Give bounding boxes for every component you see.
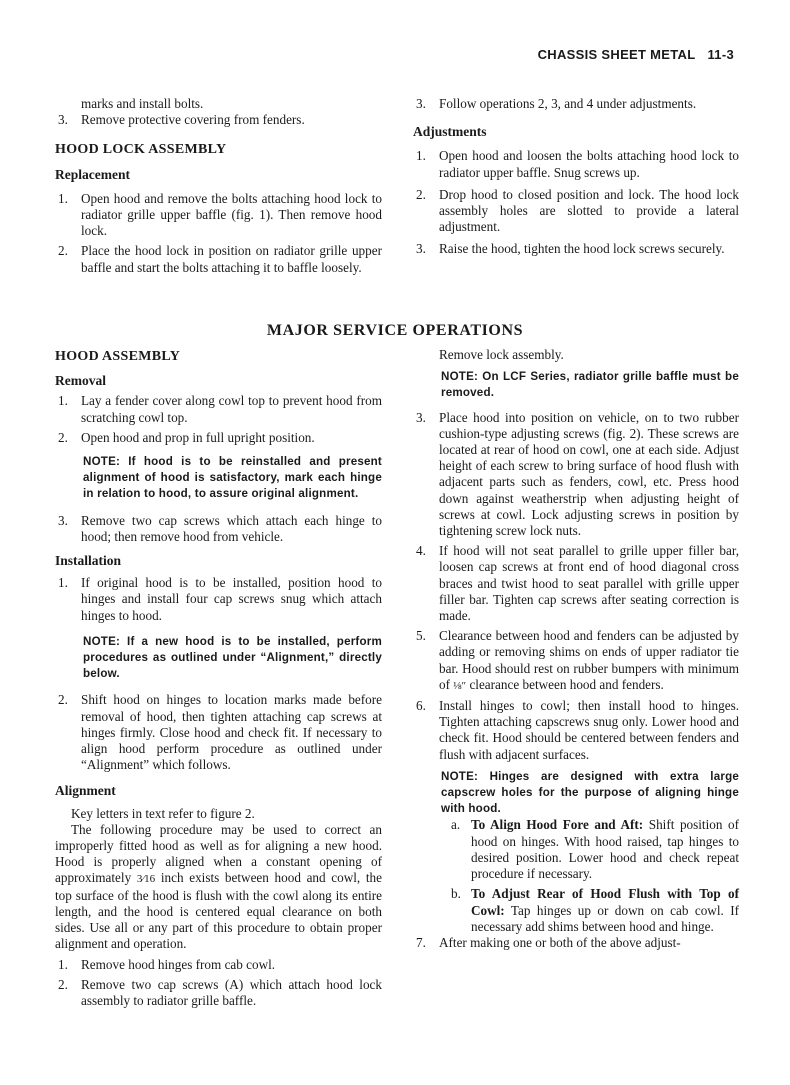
- fraction: 3⁄16: [136, 873, 156, 886]
- installation-note: NOTE: If a new hood is to be installed, perform procedures as outlined under “Alignment,” directly below.: [83, 634, 382, 681]
- step-number: 1.: [58, 575, 68, 591]
- alignment-step-7: [413, 935, 739, 951]
- chapter-title: CHASSIS SHEET METAL: [537, 47, 696, 62]
- top-left-column: [55, 96, 382, 276]
- step-number: 3.: [416, 96, 426, 111]
- removal-heading: Removal: [55, 373, 106, 389]
- step-3: [413, 96, 739, 112]
- adjustment-step-2: [413, 187, 739, 236]
- alignment-heading: Alignment: [55, 783, 116, 799]
- adjustment-step-1: [413, 148, 739, 180]
- installation-step-2: [55, 692, 382, 773]
- text-run: inch exists between hood and cowl, the top surface of the hood is flush with the cowl along its entire length, and the hood is centered equal clearance on both sides. Use all or any part of this procedure to obtain proper alignment and operation.: [55, 870, 382, 952]
- step-number: 5.: [416, 628, 426, 644]
- replacement-heading: Replacement: [55, 166, 130, 182]
- step-text: Drop hood to closed position and lock. The hood lock assembly holes are slotted to provide a lateral adjustment.: [439, 186, 739, 235]
- removal-step-1: [55, 393, 382, 425]
- adjustments-heading: Adjustments: [413, 124, 487, 140]
- step-text: Follow operations 2, 3, and 4 under adjustments.: [439, 96, 697, 111]
- removal-note: NOTE: If hood is to be reinstalled and present alignment of hood is satisfactory, mark each hinge in relation to hood, to assure original alignment.: [83, 455, 382, 501]
- top-right-column: [413, 96, 739, 258]
- hood-assembly-heading: HOOD ASSEMBLY: [55, 349, 181, 364]
- substep-text: Shift position of hood on hinges. With hood raised, tap hinges to desired position. Lower hood and check repeat procedure if necessary.: [471, 817, 739, 882]
- installation-heading: Installation: [55, 553, 122, 569]
- step-text: Place hood into position on vehicle, on to two rubber cushion-type adjusting screws (fig. 2). These screws are located at rear of hood on cowl, one at each side. Adjust height of each screw to bring surface of hood flush with adjacent parts such as fenders, cowl, etc. Press hood down against weatherstrip when adjusting height of screws at cowl. Lock adjusting screws in position by tightening screw lock nuts.: [439, 409, 739, 539]
- step-text: Remove lock assembly.: [439, 347, 564, 362]
- step-number: 3.: [416, 409, 426, 425]
- alignment-step-3: [413, 410, 739, 540]
- removal-step-3: [55, 513, 382, 545]
- lower-right-column: [413, 347, 739, 951]
- alignment-description: [55, 822, 382, 953]
- lcf-note: NOTE: On LCF Series, radiator grille baffle must be removed.: [441, 370, 739, 400]
- replacement-step-1: [55, 191, 382, 240]
- major-service-heading: MAJOR SERVICE OPERATIONS: [266, 322, 524, 339]
- step-number: 1.: [58, 956, 68, 972]
- continued-step: [413, 347, 739, 363]
- hinges-note: NOTE: Hinges are designed with extra large capscrew holes for the purpose of aligning hinge with hood.: [441, 769, 739, 816]
- alignment-step-5: [413, 628, 739, 694]
- step-text: Remove protective covering from fenders.: [81, 112, 305, 128]
- installation-step-1: [55, 575, 382, 624]
- step-number: 3.: [416, 241, 426, 257]
- step-text: marks and install bolts.: [81, 96, 204, 111]
- substep-title: To Align Hood Fore and Aft:: [471, 817, 644, 833]
- substep-text: Tap hinges up or down on cab cowl. If necessary add shims between hood and hinge.: [471, 902, 739, 934]
- step-number: 2.: [58, 692, 68, 708]
- alignment-step-6: [413, 698, 739, 763]
- step-number: 7.: [416, 934, 426, 950]
- step-text: Clearance between hood and fenders can be adjusted by adding or removing shims on ends of upper radiator tie bar. Hood should rest on rubber bumpers with minimum of: [439, 628, 739, 692]
- substep-letter: b.: [451, 886, 461, 902]
- step-text: Place the hood lock in position on radiator grille upper baffle and start the bolts attaching it to baffle loosely.: [81, 243, 382, 275]
- step-text: If original hood is to be installed, position hood to hinges and install four cap screws snug which attach hinges to hood.: [81, 575, 382, 623]
- step-number: 2.: [58, 976, 68, 992]
- step-text: Open hood and remove the bolts attaching hood lock to radiator grille upper baffle (fig. 1). Then remove hood lock.: [81, 190, 382, 239]
- step-3: [55, 112, 382, 128]
- step-number: 1.: [416, 148, 426, 164]
- step-text: Remove hood hinges from cab cowl.: [81, 956, 276, 972]
- alignment-intro: Key letters in text refer to figure 2.: [71, 805, 255, 821]
- removal-step-2: [55, 430, 382, 446]
- step-text: Install hinges to cowl; then install hood to hinges. Tighten attaching capscrews snug only. Lower hood and check fit. Hood should be centered between fenders and flush with adjacent surfaces.: [439, 698, 739, 762]
- step-text: clearance between hood and fenders.: [466, 676, 664, 692]
- step-text: After making one or both of the above adjust-: [439, 934, 681, 950]
- step-number: 1.: [58, 190, 68, 206]
- text-run: The following procedure may be used to correct an improperly fitted hood as well as for aligning a new hood. Hood is properly aligned when a constant opening of approximately: [55, 821, 382, 886]
- step-number: 2.: [416, 186, 426, 202]
- hood-lock-heading: HOOD LOCK ASSEMBLY: [55, 142, 227, 158]
- step-number: 2.: [58, 429, 68, 445]
- step-number: 3.: [58, 512, 68, 528]
- lower-left-column: [55, 349, 382, 1009]
- step-number: 2.: [58, 243, 68, 259]
- substep-b: [413, 886, 739, 935]
- substep-title: To Adjust Rear of Hood Flush with Top of Cowl:: [471, 886, 739, 918]
- step-text: Open hood and prop in full upright position.: [81, 429, 315, 445]
- page-header: [538, 47, 734, 62]
- alignment-step-1: [55, 957, 382, 973]
- step-text: If hood will not seat parallel to grille upper filler bar, loosen cap screws at front end of hood diagonal cross braces and twist hood to seat parallel with grille upper filler bar. Tighten cap screws after seating correction is made.: [439, 543, 739, 624]
- alignment-step-4: [413, 543, 739, 624]
- step-number: 4.: [416, 543, 426, 559]
- step-text: Lay a fender cover along cowl top to prevent hood from scratching cowl top.: [81, 393, 382, 425]
- step-number: 6.: [416, 698, 426, 714]
- step-number: 1.: [58, 393, 68, 409]
- step-text: Open hood and loosen the bolts attaching hood lock to radiator upper baffle. Snug screws up.: [439, 148, 739, 180]
- step-text: Remove two cap screws which attach each hinge to hood; then remove hood from vehicle.: [81, 512, 382, 544]
- substep-letter: a.: [451, 817, 461, 833]
- step-text: Raise the hood, tighten the hood lock screws securely.: [439, 241, 725, 257]
- fraction: ⅛″: [453, 679, 467, 692]
- page-number: 11-3: [707, 47, 734, 62]
- substep-a: [413, 817, 739, 882]
- replacement-step-2: [55, 243, 382, 275]
- step-text: Shift hood on hinges to location marks made before removal of hood, then tighten attaching cap screws at hinges firmly. Close hood and check fit. If necessary to align hood perform procedure as outlined under “Alignment” which follows.: [81, 692, 382, 773]
- alignment-step-2: [55, 977, 382, 1009]
- continued-step: [55, 96, 382, 112]
- step-number: 3.: [58, 112, 68, 128]
- adjustment-step-3: [413, 241, 739, 257]
- step-text: Remove two cap screws (A) which attach hood lock assembly to radiator grille baffle.: [81, 976, 382, 1008]
